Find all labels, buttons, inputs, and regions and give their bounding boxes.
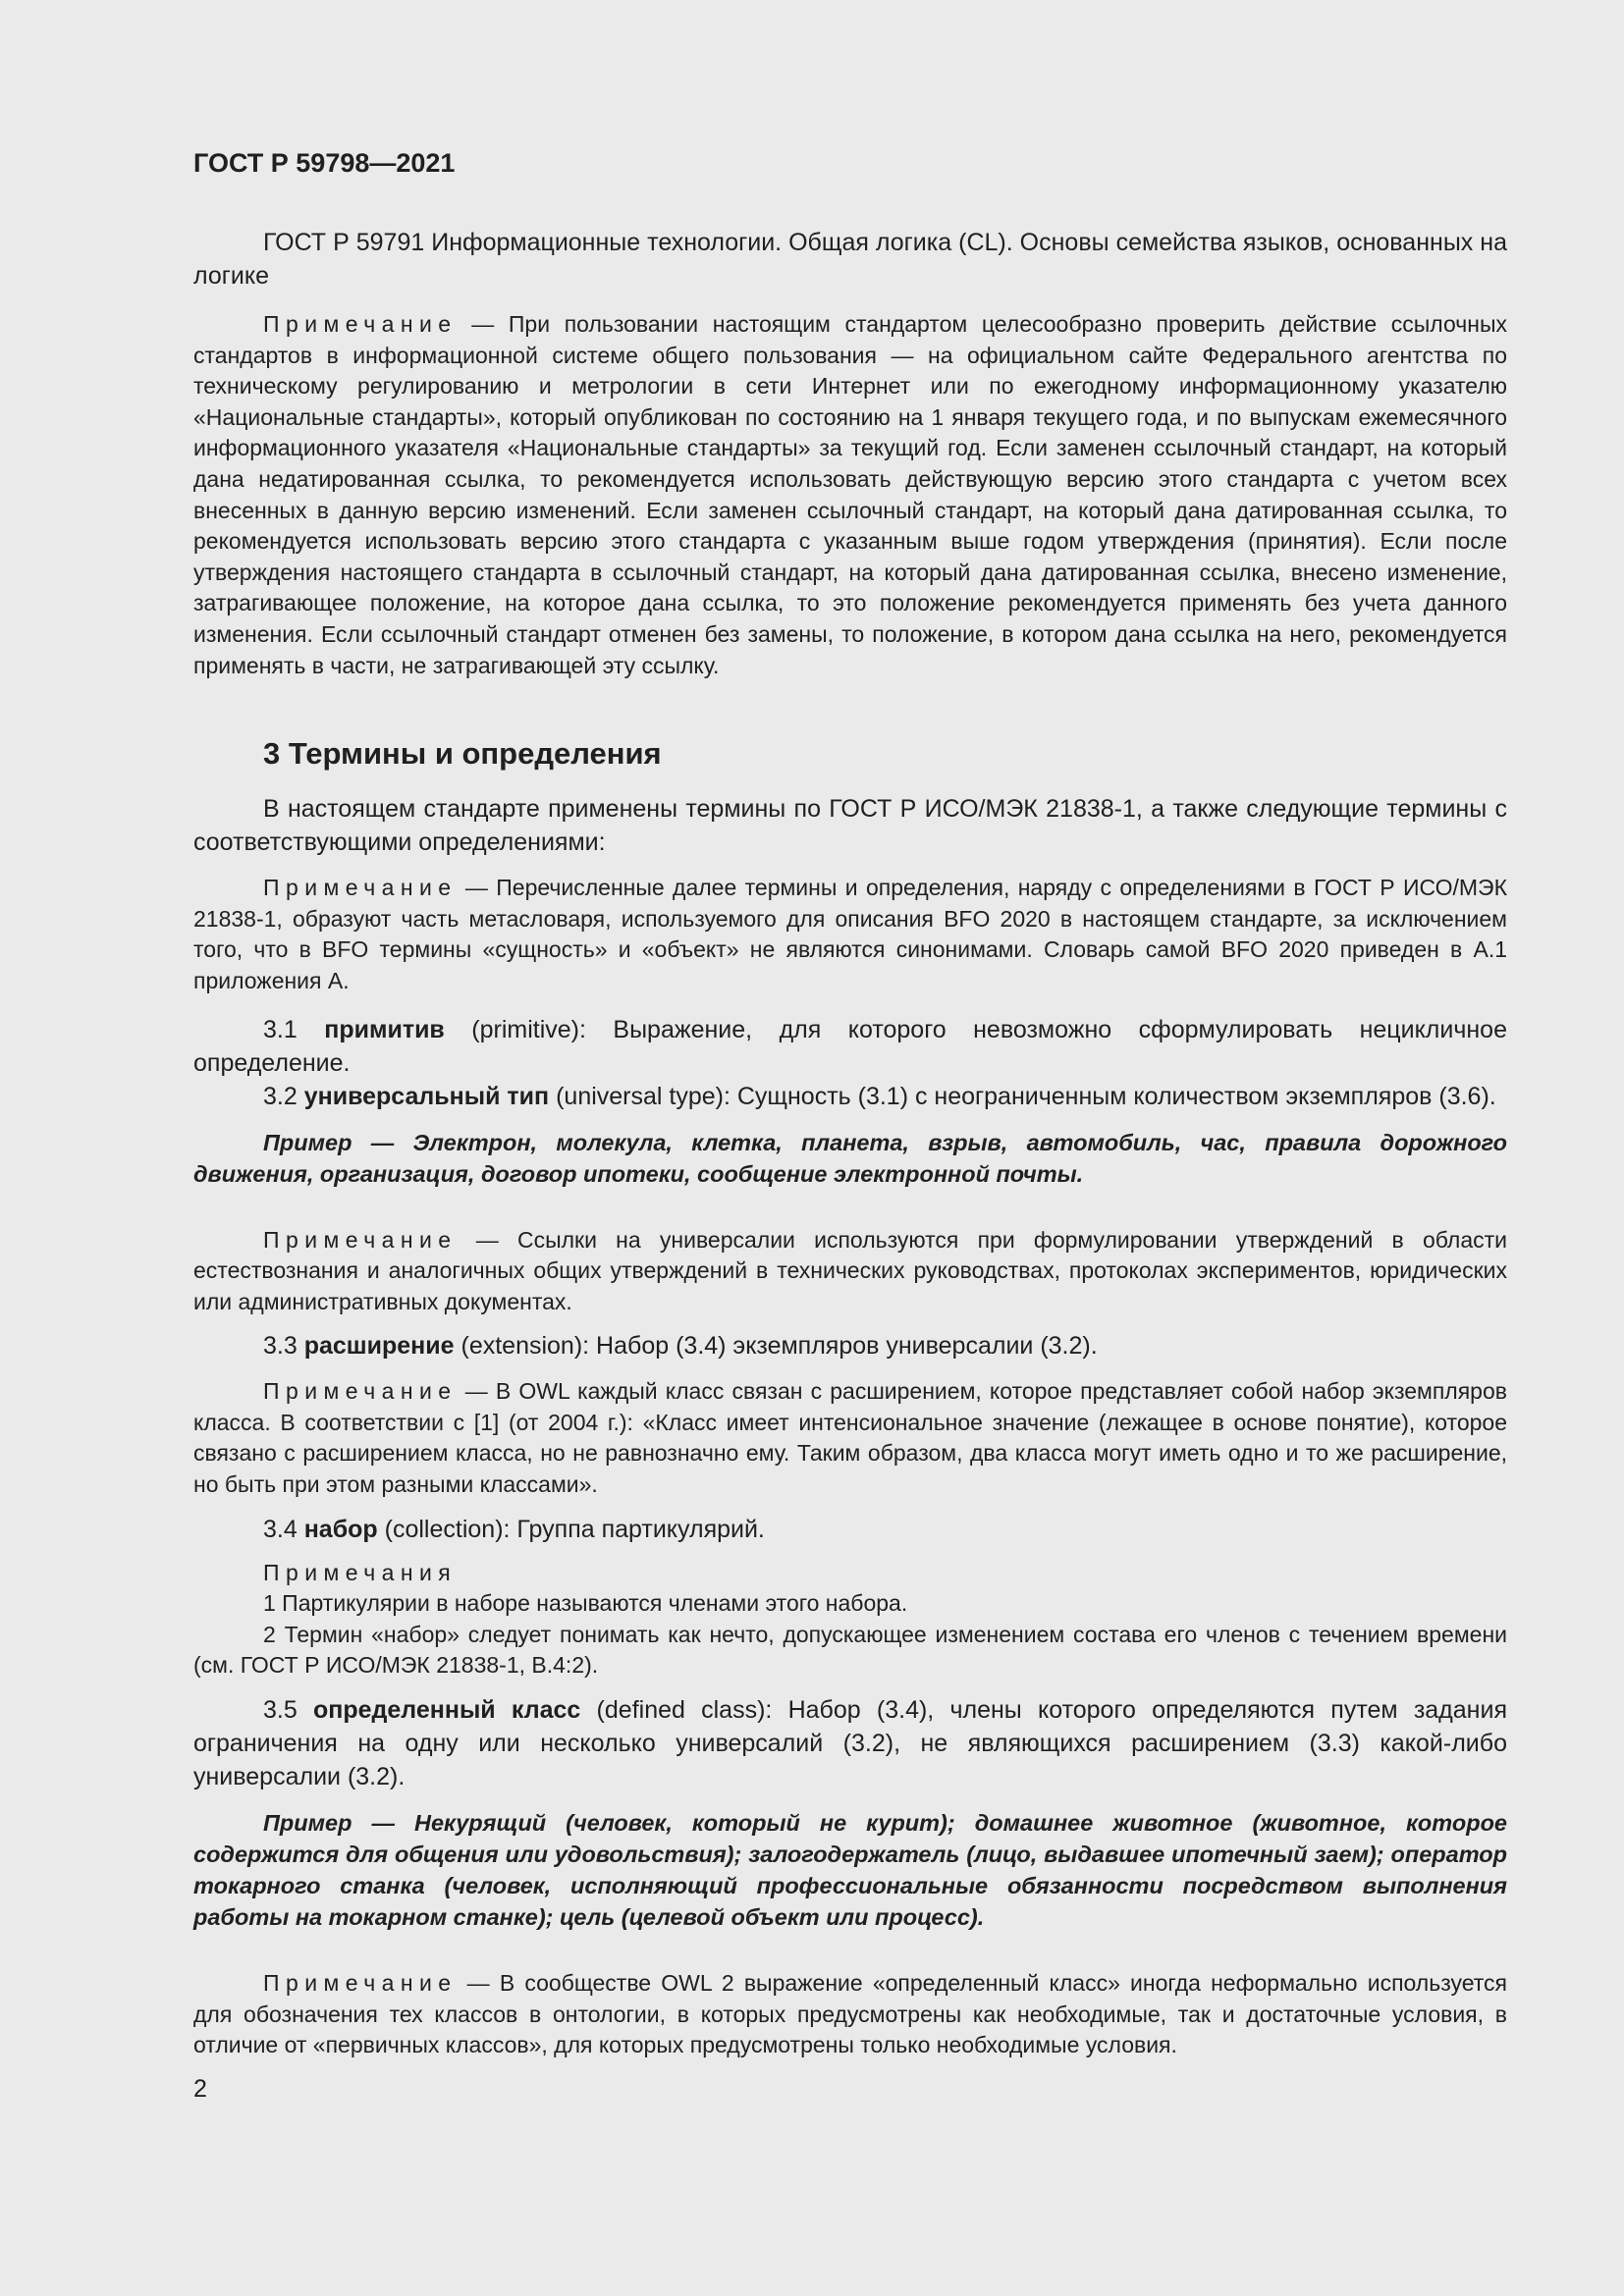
refs-note	[193, 309, 1507, 681]
term-3-4	[193, 1513, 1507, 1546]
document-page	[193, 145, 1507, 2061]
term-name: расширение	[303, 1332, 455, 1361]
term-definition: (universal type): Сущность (3.1) с неограниченным количеством экземпляров (3.6).	[549, 1082, 1496, 1110]
term-definition: (extension): Набор (3.4) экземпляров универсалии (3.2).	[454, 1332, 1098, 1361]
note-label: Примечание	[263, 875, 458, 901]
term-name: универсальный тип	[303, 1082, 550, 1110]
term-number: 3.3	[263, 1332, 304, 1361]
page-number: 2	[193, 2075, 207, 2103]
term-number: 3.4	[263, 1515, 304, 1543]
term-3-3-note	[193, 1376, 1507, 1500]
ref-gost-59791: ГОСТ Р 59791 Информационные технологии. Общая логика (CL). Основы семейства языков, основанных на логике	[193, 229, 1507, 290]
term-definition: (defined class): Набор (3.4), члены которого определяются путем задания ограничения на одну или несколько универсалий (3.2), не являющихся расширением (3.3) какой-либо универсалии (3.2).	[193, 1696, 1507, 1791]
note-text: — Ссылки на универсалии используются при формулировании утверждений в области естествознания и аналогичных общих утверждений в технических руководствах, протоколах экспериментов, юридических или административных документах.	[193, 1226, 1507, 1314]
term-definition: (collection): Группа партикулярий.	[377, 1515, 765, 1543]
section-intro: В настоящем стандарте применены термины по ГОСТ Р ИСО/МЭК 21838-1, а также следующие термины с соответствующими определениями:	[193, 795, 1507, 857]
term-3-2	[193, 1080, 1507, 1113]
term-3-4-note-2: 2 Термин «набор» следует понимать как нечто, допускающее изменением состава его членов с течением времени (см. ГОСТ Р ИСО/МЭК 21838-1, В.4:2).	[193, 1621, 1507, 1679]
term-3-4-note-1: 1 Партикулярии в наборе называются членами этого набора.	[263, 1590, 908, 1617]
note-text: — В сообществе OWL 2 выражение «определенный класс» иногда неформально используется для обозначения тех классов в онтологии, в которых предусмотрены как необходимые, так и достаточные условия, в отличие от «первичных классов», для которых предусмотрены только необходимые условия.	[193, 1970, 1507, 2058]
note-text: — Перечисленные далее термины и определения, наряду с определениями в ГОСТ Р ИСО/МЭК 21838-1, образуют часть метасловаря, используемого для описания BFO 2020 в настоящем стандарте, за исключением того, что в BFO термины «сущность» и «объект» не являются синонимами. Словарь самой BFO 2020 приведен в А.1 приложения А.	[193, 875, 1507, 993]
term-name: набор	[303, 1515, 378, 1543]
term-number: 3.5	[263, 1696, 313, 1725]
term-3-5-note	[193, 1968, 1507, 2061]
note-text: — В OWL каждый класс связан с расширением, которое представляет собой набор экземпляров класса. В соответствии с [1] (от 2004 г.): «Класс имеет интенсиональное значение (лежащее в основе понятие), которое связано с расширением класса, но не равнозначно ему. Таким образом, два класса могут иметь одно и то же расширение, но быть при этом разными классами».	[193, 1378, 1507, 1498]
term-3-2-note	[193, 1225, 1507, 1318]
term-number: 3.2	[263, 1082, 304, 1110]
term-definition: (primitive): Выражение, для которого невозможно сформулировать нецикличное определение.	[193, 1015, 1507, 1077]
term-3-5	[193, 1693, 1507, 1793]
term-name: примитив	[324, 1015, 445, 1043]
term-3-5-example: Пример — Некурящий (человек, который не курит); домашнее животное (животное, которое содержится для общения или удовольствия); залогодержатель (лицо, выдавшее ипотечный заем); оператор токарного станка (человек, исполняющий профессиональные обязанности посредством выполнения работы на токарном станке); цель (целевой объект или процесс).	[193, 1810, 1507, 1931]
term-name: определенный класс	[312, 1696, 581, 1725]
term-3-4-notes-label: Примечания	[263, 1559, 458, 1585]
note-label: Примечание	[263, 1970, 458, 1997]
term-3-3	[193, 1329, 1507, 1362]
note-text: — При пользовании настоящим стандартом целесообразно проверить действие ссылочных стандартов в информационной системе общего пользования — на официальном сайте Федерального агентства по техническому регулированию и метрологии в сети Интернет или по ежегодному информационному указателю «Национальные стандарты», который опубликован по состоянию на 1 января текущего года, и по выпускам ежемесячного информационного указателя «Национальные стандарты» за текущий год. Если заменен ссылочный стандарт, на который дана недатированная ссылка, то рекомендуется использовать действующую версию этого стандарта с учетом всех внесенных в данную версию изменений. Если заменен ссылочный стандарт, на который дана датированная ссылка, то рекомендуется использовать версию этого стандарта с указанным выше годом утверждения (принятия). Если после утверждения настоящего стандарта в ссылочный стандарт, на который дана датированная ссылка, внесено изменение, затрагивающее положение, на которое дана ссылка, то это положение рекомендуется применять без учета данного изменения. Если ссылочный стандарт отменен без замены, то положение, в котором дана ссылка на него, рекомендуется применять в части, не затрагивающей эту ссылку.	[193, 311, 1507, 678]
note-label: Примечание	[263, 311, 458, 337]
term-number: 3.1	[263, 1015, 325, 1043]
note-label: Примечание	[263, 1378, 458, 1405]
term-3-1	[193, 1013, 1507, 1080]
intro-note	[193, 873, 1507, 996]
note-label: Примечание	[263, 1226, 458, 1253]
document-header: ГОСТ Р 59798—2021	[193, 148, 456, 178]
term-3-2-example: Пример — Электрон, молекула, клетка, планета, взрыв, автомобиль, час, правила дорожного движения, организация, договор ипотеки, сообщение электронной почты.	[193, 1129, 1507, 1187]
section-title: 3 Термины и определения	[263, 736, 662, 772]
